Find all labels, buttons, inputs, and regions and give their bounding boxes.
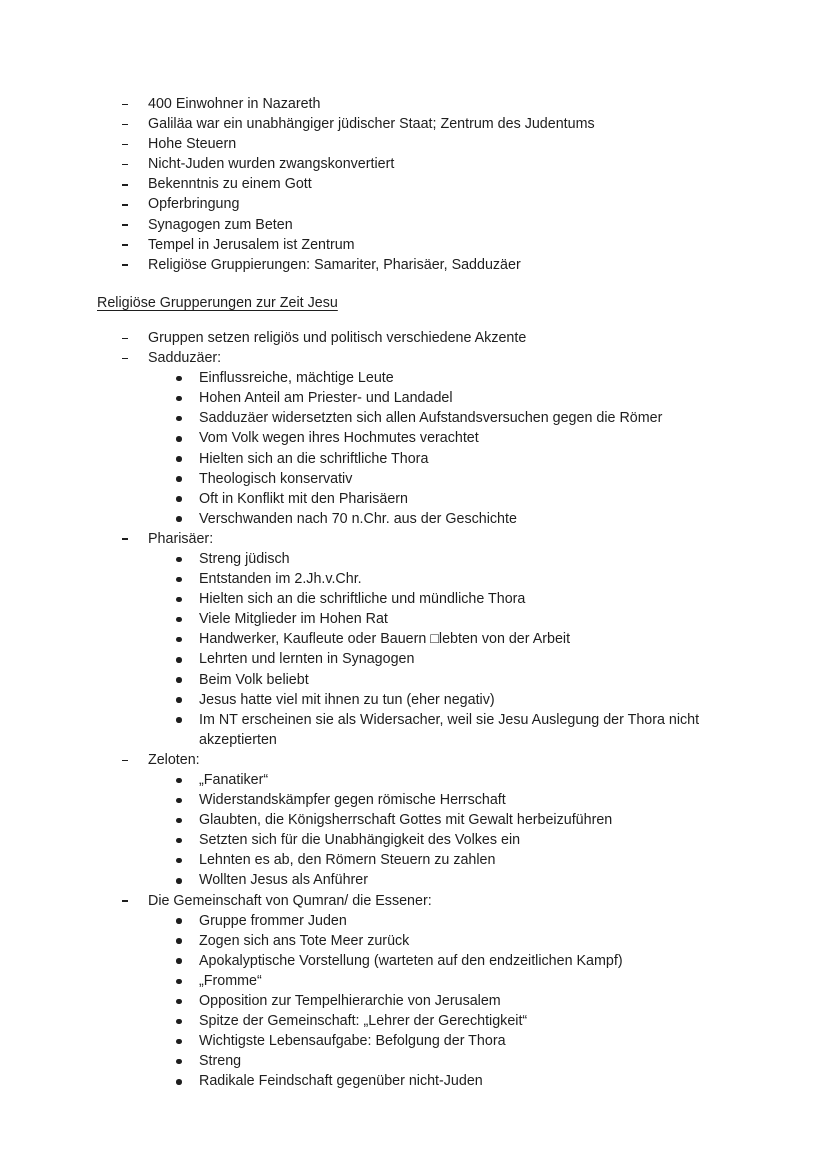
item-text: Hohe Steuern — [148, 136, 237, 153]
intro-list — [97, 94, 757, 275]
item-text: Radikale Feindschaft gegenüber nicht-Juden — [199, 1073, 483, 1090]
list-item — [97, 830, 757, 850]
item-text: Entstanden im 2.Jh.v.Chr. — [199, 571, 362, 588]
list-item — [97, 911, 757, 931]
list-item — [97, 215, 757, 235]
item-text: Setzten sich für die Unabhängigkeit des Volkes ein — [199, 832, 521, 849]
group-list — [97, 328, 757, 1092]
bullet-icon — [176, 1059, 182, 1065]
bullet-icon — [176, 918, 182, 924]
item-text: Tempel in Jerusalem ist Zentrum — [148, 236, 355, 253]
bullet-icon — [176, 577, 182, 583]
sub-list — [97, 770, 757, 891]
dash-icon — [122, 124, 128, 126]
list-item — [97, 670, 757, 690]
bullet-icon — [176, 999, 182, 1005]
group-label — [97, 529, 757, 549]
bullet-icon — [176, 717, 182, 723]
list-item — [97, 870, 757, 890]
item-text: Sadduzäer widersetzten sich allen Aufstandsversuchen gegen die Römer — [199, 410, 663, 427]
item-text: Synagogen zum Beten — [148, 216, 293, 233]
group-sublist-wrapper — [97, 770, 757, 891]
bullet-icon — [176, 637, 182, 643]
bullet-icon — [176, 979, 182, 985]
item-text: Theologisch konservativ — [199, 470, 353, 487]
item-text: Zogen sich ans Tote Meer zurück — [199, 932, 410, 949]
dash-icon — [122, 184, 128, 186]
item-text: Apokalyptische Vorstellung (warteten auf den endzeitlichen Kampf) — [199, 952, 623, 969]
list-item — [97, 388, 757, 408]
group-sublist-wrapper — [97, 549, 757, 750]
item-text: Widerstandskämpfer gegen römische Herrschaft — [199, 792, 506, 809]
item-text: Glaubten, die Königsherrschaft Gottes mit Gewalt herbeizuführen — [199, 812, 613, 829]
list-item — [97, 790, 757, 810]
bullet-icon — [176, 1019, 182, 1025]
list-item — [97, 710, 757, 750]
list-item — [97, 690, 757, 710]
list-item — [97, 194, 757, 214]
group-sublist-wrapper — [97, 911, 757, 1092]
bullet-icon — [176, 376, 182, 382]
list-item — [97, 509, 757, 529]
list-item — [97, 174, 757, 194]
item-text: Nicht-Juden wurden zwangskonvertiert — [148, 156, 395, 173]
document-content — [97, 94, 757, 1092]
list-item — [97, 154, 757, 174]
sub-list — [97, 911, 757, 1092]
item-text: Die Gemeinschaft von Qumran/ die Essener: — [148, 892, 432, 909]
dash-icon — [122, 204, 128, 206]
list-item — [97, 549, 757, 569]
bullet-icon — [176, 436, 182, 442]
bullet-icon — [176, 476, 182, 482]
sub-list — [97, 368, 757, 529]
item-text: Spitze der Gemeinschaft: „Lehrer der Gerechtigkeit“ — [199, 1013, 528, 1030]
item-text: Pharisäer: — [148, 530, 214, 547]
item-text: Streng jüdisch — [199, 550, 290, 567]
dash-icon — [122, 244, 128, 246]
list-item — [97, 589, 757, 609]
list-item — [97, 951, 757, 971]
group-label — [97, 891, 757, 911]
item-text: Gruppen setzen religiös und politisch verschiedene Akzente — [148, 329, 527, 346]
dash-icon — [122, 144, 128, 146]
bullet-icon — [176, 818, 182, 824]
dash-icon — [122, 264, 128, 266]
section-heading: Religiöse Grupperungen zur Zeit Jesu — [97, 294, 338, 311]
group-label — [97, 348, 757, 368]
bullet-icon — [176, 416, 182, 422]
bullet-icon — [176, 878, 182, 884]
bullet-icon — [176, 557, 182, 563]
item-text: Wollten Jesus als Anführer — [199, 872, 369, 889]
list-item — [97, 134, 757, 154]
list-item — [97, 931, 757, 951]
item-text: Opferbringung — [148, 196, 240, 213]
group-label — [97, 750, 757, 770]
bullet-icon — [176, 798, 182, 804]
bullet-icon — [176, 1039, 182, 1045]
dash-icon — [122, 224, 128, 226]
item-text: Streng — [199, 1053, 242, 1070]
sub-list — [97, 549, 757, 750]
bullet-icon — [176, 617, 182, 623]
dash-icon — [122, 104, 128, 106]
bullet-icon — [176, 516, 182, 522]
dash-icon — [122, 358, 128, 360]
item-text: „Fanatiker“ — [199, 772, 269, 788]
item-text: Bekenntnis zu einem Gott — [148, 176, 312, 193]
item-text: Zeloten: — [148, 751, 200, 768]
list-item — [97, 489, 757, 509]
dash-icon — [122, 538, 128, 540]
dash-icon — [122, 164, 128, 166]
dash-icon — [122, 338, 128, 340]
item-text: Lehrten und lernten in Synagogen — [199, 651, 415, 668]
list-item — [97, 1011, 757, 1031]
item-text: Hielten sich an die schriftliche und mündliche Thora — [199, 591, 526, 608]
list-item — [97, 1071, 757, 1091]
list-item — [97, 114, 757, 134]
item-text: Vom Volk wegen ihres Hochmutes verachtet — [199, 430, 479, 447]
list-item — [97, 991, 757, 1011]
bullet-icon — [176, 677, 182, 683]
item-text: Galiläa war ein unabhängiger jüdischer Staat; Zentrum des Judentums — [148, 116, 595, 133]
list-item — [97, 770, 757, 790]
list-item — [97, 971, 757, 991]
dash-icon — [122, 900, 128, 902]
bullet-icon — [176, 938, 182, 944]
list-item — [97, 810, 757, 830]
item-text: „Fromme“ — [199, 972, 262, 989]
bullet-icon — [176, 838, 182, 844]
list-item — [97, 609, 757, 629]
item-text: Lehnten es ab, den Römern Steuern zu zahlen — [199, 852, 496, 869]
list-item — [97, 408, 757, 428]
bullet-icon — [176, 496, 182, 502]
list-item — [97, 649, 757, 669]
item-text: Viele Mitglieder im Hohen Rat — [199, 611, 388, 628]
item-text: Jesus hatte viel mit ihnen zu tun (eher negativ) — [199, 691, 495, 708]
list-item — [97, 569, 757, 589]
bullet-icon — [176, 778, 182, 784]
item-text: Wichtigste Lebensaufgabe: Befolgung der Thora — [199, 1033, 506, 1050]
item-text: Handwerker, Kaufleute oder Bauern □lebten von der Arbeit — [199, 631, 571, 648]
dash-icon — [122, 760, 128, 762]
item-text: 400 Einwohner in Nazareth — [148, 96, 321, 112]
list-item — [97, 428, 757, 448]
item-text: Oft in Konflikt mit den Pharisäern — [199, 490, 408, 507]
item-text: Einflussreiche, mächtige Leute — [199, 370, 394, 387]
item-text: Verschwanden nach 70 n.Chr. aus der Geschichte — [199, 510, 517, 527]
list-item — [97, 629, 757, 649]
bullet-icon — [176, 697, 182, 703]
list-item — [97, 850, 757, 870]
bullet-icon — [176, 657, 182, 663]
item-text: Hielten sich an die schriftliche Thora — [199, 450, 429, 467]
bullet-icon — [176, 1079, 182, 1085]
list-item — [97, 368, 757, 388]
bullet-icon — [176, 456, 182, 462]
item-text: Hohen Anteil am Priester- und Landadel — [199, 390, 453, 407]
list-item — [97, 469, 757, 489]
list-item — [97, 1051, 757, 1071]
bullet-icon — [176, 958, 182, 964]
item-text: Sadduzäer: — [148, 350, 222, 367]
group-sublist-wrapper — [97, 368, 757, 529]
list-item — [97, 94, 757, 114]
item-text: Opposition zur Tempelhierarchie von Jerusalem — [199, 993, 501, 1010]
bullet-icon — [176, 597, 182, 603]
item-text: Beim Volk beliebt — [199, 671, 309, 688]
bullet-icon — [176, 858, 182, 864]
list-item — [97, 235, 757, 255]
list-item — [97, 449, 757, 469]
item-text: Im NT erscheinen sie als Widersacher, weil sie Jesu Auslegung der Thora nicht akzeptierten — [199, 711, 700, 748]
list-item — [97, 255, 757, 275]
list-item — [97, 1031, 757, 1051]
bullet-icon — [176, 396, 182, 402]
item-text: Religiöse Gruppierungen: Samariter, Pharisäer, Sadduzäer — [148, 256, 521, 273]
item-text: Gruppe frommer Juden — [199, 912, 347, 929]
group-label — [97, 328, 757, 348]
